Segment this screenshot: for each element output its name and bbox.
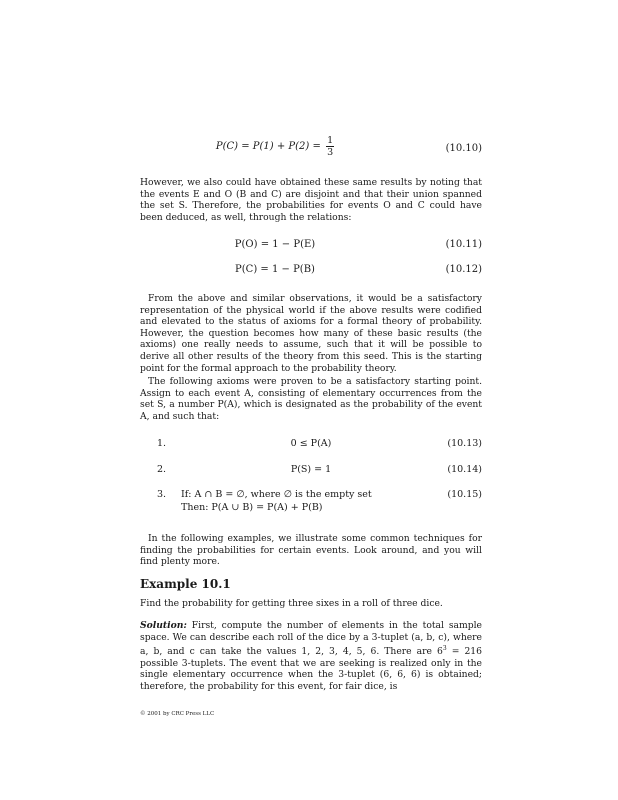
- paragraph-axioms-motivation: [140, 293, 482, 374]
- solution-text-part1: First, compute the number of elements in the total sample space. We can describe each roll of the dice by a 3-tuplet (a, b, c), where a, b, and c can take the values 1, 2, 3, 4, 5, 6. There are 6: [140, 620, 482, 658]
- fraction-one-third: [326, 135, 334, 158]
- equation-number: (10.12): [445, 264, 482, 275]
- paragraph-text: The following axioms were proven to be a satisfactory starting point. Assign to each event A, consisting of elementary occurrences from the set S, a number P(A), which is designated as the probability of the event A, and such that:: [140, 376, 482, 422]
- solution-exponent: 3: [442, 645, 447, 653]
- paragraph-text: However, we also could have obtained these same results by noting that the events E and O (B and C) are disjoint and that their union spanned the set S. Therefore, the probabilities for events O and C could have been deduced, as well, through the relations:: [140, 177, 482, 223]
- paragraph-axioms-intro: [140, 376, 482, 422]
- solution-text-part2: = 216 possible 3-tuplets. The event that we are seeking is realized only in the single elementary occurrence when the 3-tuplet (6, 6, 6) is obtained; therefore, the probability for this event, for fair dice, is: [140, 646, 482, 693]
- solution-label: Solution:: [140, 620, 187, 631]
- solution-paragraph: [140, 620, 482, 693]
- paragraph-examples-intro: [140, 533, 482, 568]
- axiom-expression: 0 ≤ P(A): [290, 438, 332, 449]
- equation-number: (10.15): [447, 489, 482, 500]
- axiom-label: 1.: [157, 438, 167, 449]
- copyright-footer: © 2001 by CRC Press LLC: [140, 711, 215, 717]
- axiom-expression: P(S) = 1: [290, 464, 332, 475]
- paragraph-disjoint-events: [140, 177, 482, 223]
- equation-10-11: [140, 236, 482, 256]
- example-title: Example 10.1: [140, 577, 231, 591]
- equation-10-12: [140, 261, 482, 281]
- example-statement: [140, 598, 482, 610]
- fraction-denominator: 3: [327, 147, 334, 158]
- axiom-label: 2.: [157, 464, 167, 475]
- equation-expression: P(C) = 1 − P(B): [235, 264, 315, 275]
- axiom-condition: If: A ∩ B = ∅, where ∅ is the empty set: [181, 489, 372, 500]
- equation-number: (10.14): [447, 464, 482, 475]
- axiom-conclusion: Then: P(A ∪ B) = P(A) + P(B): [181, 502, 323, 513]
- equation-expression: P(O) = 1 − P(E): [234, 239, 316, 250]
- example-solution: [140, 620, 482, 693]
- equation-10-10: [140, 135, 482, 158]
- equation-number: (10.10): [445, 143, 482, 154]
- paragraph-text: From the above and similar observations, it would be a satisfactory representation of the physical world if the above results were codified and elevated to the status of axioms for a formal theory of probability. However, the question becomes how many of these basic results (the axioms) one really needs to assume, such that it will be possible to derive all other results of the theory from this seed. This is the starting point for the formal approach to the probability theory.: [140, 293, 482, 374]
- fraction-numerator: 1: [327, 135, 334, 146]
- equation-10-10-lhs: P(C) = P(1) + P(2) =: [215, 141, 325, 152]
- axiom-label: 3.: [157, 489, 167, 500]
- example-statement-text: Find the probability for getting three sixes in a roll of three dice.: [140, 598, 443, 609]
- equation-number: (10.11): [445, 239, 482, 250]
- paragraph-text: In the following examples, we illustrate some common techniques for finding the probabilities for certain events. Look around, and you will find plenty more.: [140, 533, 482, 568]
- equation-number: (10.13): [447, 438, 482, 449]
